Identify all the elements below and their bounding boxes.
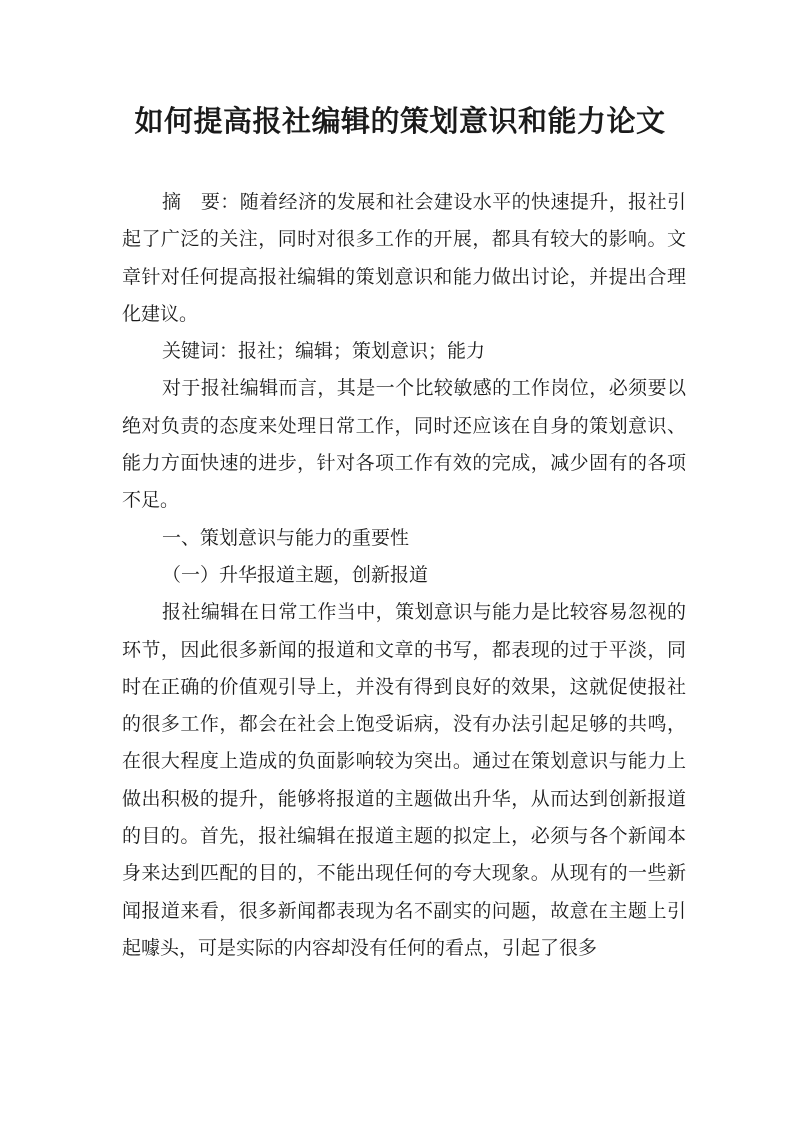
document-title: 如何提高报社编辑的策划意识和能力论文	[134, 104, 666, 138]
body-paragraph: 报社编辑在日常工作当中，策划意识与能力是比较容易忽视的环节，因此很多新闻的报道和文章的书写，都表现的过于平淡，同时在正确的价值观引导上，并没有得到良好的效果，这就促使报社的很多工作，都会在社会上饱受诟病，没有办法引起足够的共鸣，在很大程度上造成的负面影响较为突出。通过在策划意识与能力上做出积极的提升，能够将报道的主题做出升华，从而达到创新报道的目的。首先，报社编辑在报道主题的拟定上，必须与各个新闻本身来达到匹配的目的，不能出现任何的夸大现象。从现有的一些新闻报道来看，很多新闻都表现为名不副实的问题，故意在主题上引起噱头，可是实际的内容却没有任何的看点，引起了很多	[122, 601, 686, 959]
abstract-paragraph: 摘 要：随着经济的发展和社会建设水平的快速提升，报社引起了广泛的关注，同时对很多工作的开展，都具有较大的影响。文章针对任何提高报社编辑的策划意识和能力做出讨论，并提出合理化建议。	[122, 191, 686, 325]
keywords-paragraph: 关键词：报社；编辑；策划意识；能力	[162, 340, 486, 363]
document-body	[122, 184, 686, 967]
subsection-heading: （一）升华报道主题，创新报道	[162, 563, 429, 586]
section-heading: 一、策划意识与能力的重要性	[162, 526, 410, 549]
intro-paragraph: 对于报社编辑而言，其是一个比较敏感的工作岗位，必须要以绝对负责的态度来处理日常工作，同时还应该在自身的策划意识、能力方面快速的进步，针对各项工作有效的完成，减少固有的各项不足。	[122, 377, 686, 512]
